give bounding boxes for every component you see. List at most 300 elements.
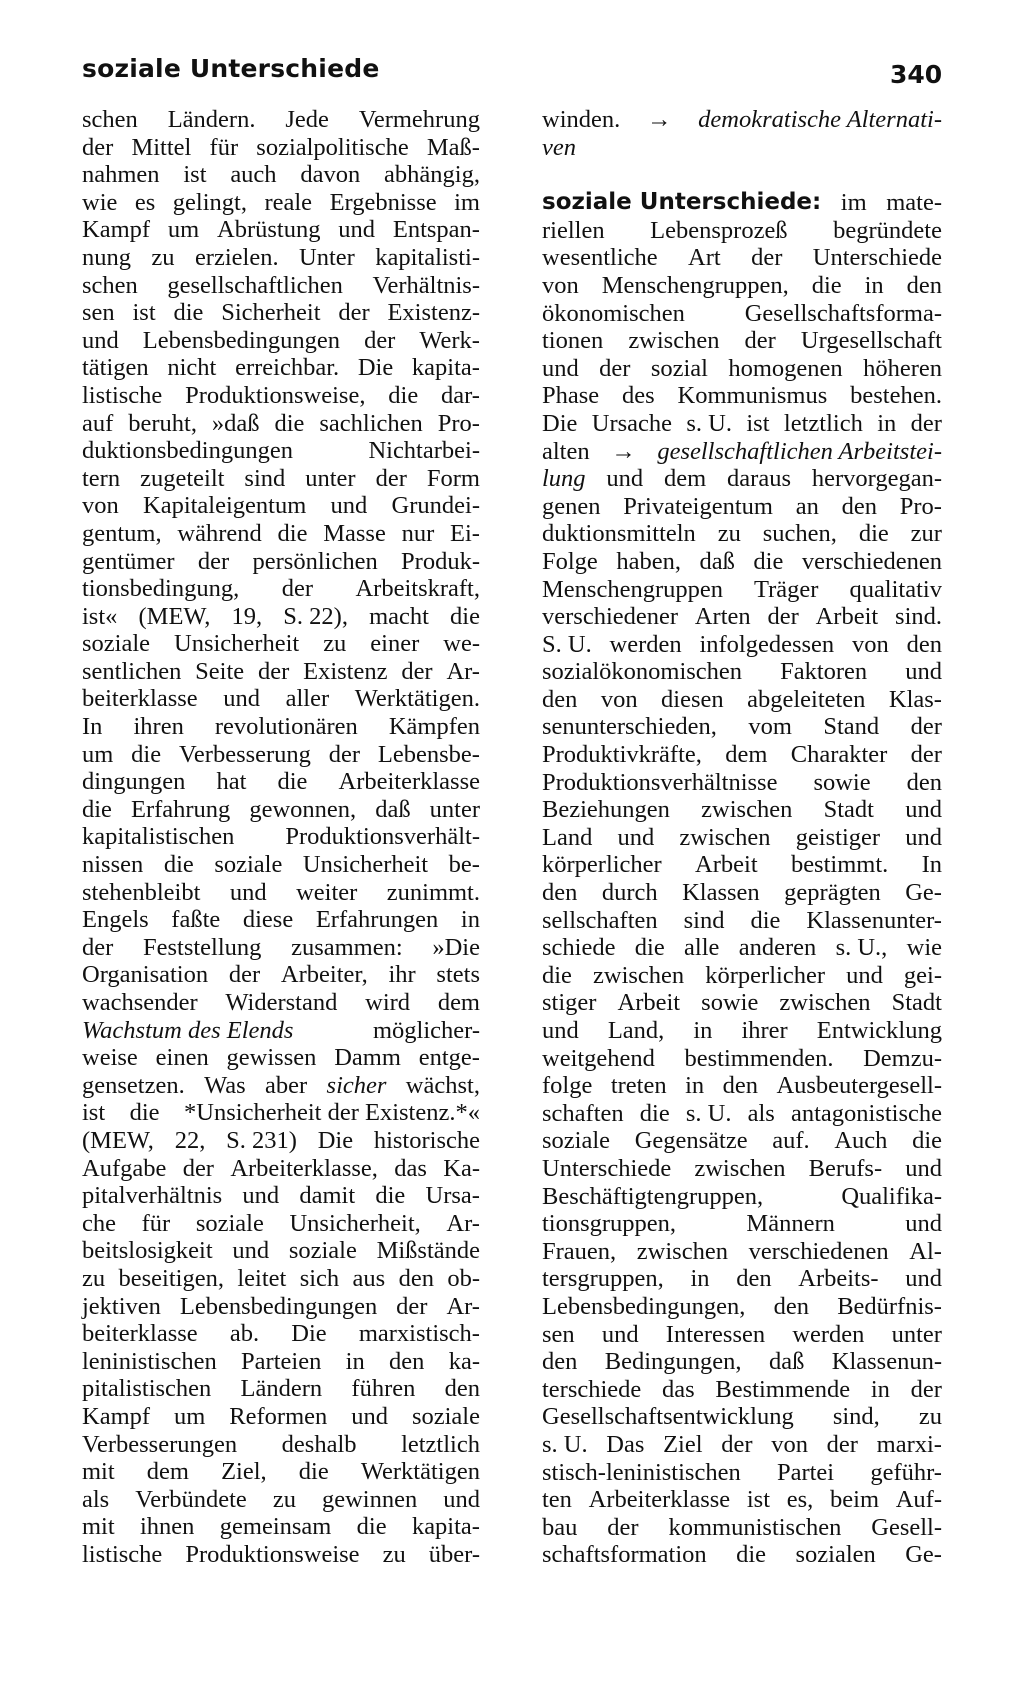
word: Kampf (82, 1402, 151, 1430)
word: → (611, 437, 636, 465)
word: die (298, 1458, 329, 1486)
word: daraus (727, 465, 791, 493)
word: → (646, 106, 672, 133)
word: Folge (542, 547, 598, 575)
word: s. U. (686, 409, 732, 437)
word: beitslosigkeit (82, 1237, 213, 1265)
word: in (864, 271, 884, 299)
word: duktionsmitteln (542, 520, 696, 548)
text-line (82, 685, 480, 713)
word: Lebensbe- (377, 740, 480, 768)
text-line (82, 989, 480, 1017)
word: aller (285, 685, 330, 713)
word: Bestimmende (715, 1375, 851, 1403)
text-line (82, 1265, 480, 1293)
word: leitet (237, 1264, 287, 1292)
word: soziale (411, 1402, 480, 1430)
word: die (639, 1099, 670, 1127)
word: Wachstum des Elends (82, 1016, 294, 1044)
word: Produktionsweise, (185, 381, 366, 409)
word: zur (910, 520, 942, 548)
word: Entspan- (392, 216, 480, 244)
word: sozialpolitische (256, 133, 409, 161)
word: soziale (542, 1127, 611, 1155)
word: Kommunismus (677, 382, 828, 410)
word: »daß (211, 409, 260, 437)
word: gesellschaftlichen Arbeitstei- (657, 437, 942, 465)
word: sen (542, 1320, 575, 1348)
word: als (747, 1099, 775, 1127)
text-line (542, 1238, 942, 1266)
word: Ursache (591, 409, 673, 437)
word: Menschengruppen (542, 575, 723, 603)
word: entge- (418, 1044, 480, 1072)
word: Produktionsweise (185, 1540, 360, 1568)
text-line (82, 1541, 480, 1569)
word: Unsicherheit (174, 630, 300, 658)
word: stiger (542, 989, 597, 1017)
word: Unsicherheit, (289, 1209, 421, 1237)
word: ihr (388, 961, 416, 989)
text-line (82, 1017, 480, 1045)
word: und (443, 1485, 480, 1513)
word: um (82, 740, 114, 768)
word: Lebensprozeß (650, 216, 788, 244)
word: ist« (82, 602, 118, 630)
text-line (82, 1182, 480, 1210)
text-line (82, 1375, 480, 1403)
word: S. 231) (226, 1126, 297, 1154)
word: gei- (903, 961, 942, 989)
word: hervorgegan- (811, 465, 942, 493)
word: riellen (542, 216, 605, 244)
word: Ergebnisse (329, 188, 437, 216)
text-line (82, 851, 480, 879)
text-line (542, 520, 942, 548)
word: nung (82, 243, 131, 271)
text-line (82, 382, 480, 410)
word: abhängig, (384, 161, 480, 189)
text-line (82, 796, 480, 824)
word: der (401, 657, 433, 685)
word: der (751, 244, 783, 272)
word: Vermehrung (358, 106, 480, 133)
word: Verbesserungen (82, 1430, 238, 1458)
word: der (338, 299, 370, 327)
word: sozialökonomischen (542, 658, 743, 686)
word: historische (373, 1126, 480, 1154)
word: zunimmt. (386, 878, 480, 906)
word: Klas- (888, 685, 942, 713)
word: in (870, 1375, 890, 1403)
word: Ar- (446, 657, 480, 685)
word: bestimmt. (790, 851, 889, 879)
word: Unterschiede (812, 244, 942, 272)
word: revolutionären (214, 713, 358, 741)
word: sich (299, 1264, 340, 1292)
word: Arbeiter, (280, 961, 368, 989)
word: geprägten (784, 879, 881, 907)
text-line (542, 769, 942, 797)
word: daß (768, 1348, 805, 1376)
word: und (905, 796, 942, 824)
word: Das (606, 1430, 645, 1458)
word: mit (82, 1458, 115, 1486)
word: Ausbeutergesell- (776, 1072, 942, 1100)
word: mate- (886, 189, 942, 217)
word: zwischen (694, 1154, 786, 1182)
text-line (542, 824, 942, 852)
word: Nichtarbei- (368, 437, 480, 465)
text-line (82, 1431, 480, 1459)
word: Arten (694, 603, 751, 631)
running-head: soziale Unterschiede (82, 54, 380, 83)
word: Gegensätze (634, 1127, 748, 1155)
word: Arbeiterklasse (588, 1486, 731, 1514)
text-line (82, 1458, 480, 1486)
word: Maß- (426, 133, 480, 161)
text-line (542, 134, 942, 162)
word: von (771, 1430, 808, 1458)
text-line (542, 879, 942, 907)
word: Stand (823, 713, 880, 741)
word: und (606, 465, 644, 493)
text-line (82, 437, 480, 465)
word: durch (601, 879, 658, 907)
word: die (131, 740, 162, 768)
word: Männern (746, 1210, 835, 1238)
word: Ge- (905, 1541, 942, 1569)
word: geführ- (870, 1458, 942, 1486)
word: der (721, 1430, 753, 1458)
word: tätigen (82, 354, 149, 382)
word: S. 22), (283, 602, 348, 630)
word: soziale (288, 1237, 357, 1265)
word: daß (699, 547, 735, 575)
word: macht (369, 602, 429, 630)
word: den (906, 768, 942, 796)
word: für (209, 133, 239, 161)
word: beiterklasse (82, 685, 198, 713)
word: Damm (334, 1044, 401, 1072)
word: der (82, 933, 114, 961)
text-line (542, 1100, 942, 1128)
word: erzielen. (194, 243, 279, 271)
word: faßte (171, 906, 221, 934)
text-line (542, 1348, 942, 1376)
word: von (852, 630, 889, 658)
word: körperlicher (542, 851, 662, 879)
text-line (82, 1293, 480, 1321)
word: ka- (448, 1347, 480, 1375)
text-line (542, 603, 942, 631)
word: davon (300, 161, 361, 189)
word: Menschengruppen, (601, 271, 789, 299)
word: in (693, 1017, 713, 1044)
word: treten (610, 1072, 667, 1100)
word: Widerstand (225, 989, 338, 1016)
word: qualitativ (849, 575, 942, 603)
word: einer (370, 630, 420, 658)
word: persönlichen (252, 547, 378, 575)
word: Die (317, 1126, 354, 1154)
word: wie (82, 188, 118, 216)
word: soziale (195, 1209, 264, 1237)
word: aber (265, 1071, 308, 1099)
word: soziale (82, 630, 151, 658)
word: S. U. (542, 630, 592, 658)
word: der (744, 327, 776, 355)
word: genen (542, 492, 601, 520)
word: Arbeit (695, 851, 758, 879)
word: und (601, 1320, 639, 1348)
text-line (82, 1210, 480, 1238)
word: und (223, 685, 260, 713)
word: wird (365, 989, 411, 1016)
word: ist (132, 299, 156, 327)
word: die (277, 519, 308, 547)
text-line (542, 1127, 942, 1155)
word: die (634, 934, 665, 962)
word: Entwicklung (816, 1017, 942, 1044)
word: von (82, 492, 119, 520)
word: unter (891, 1320, 942, 1348)
word: der (375, 464, 407, 492)
word: wachsender (82, 989, 198, 1016)
word: Engels (82, 906, 149, 934)
word: Existenz- (387, 299, 480, 327)
text-line (542, 1403, 942, 1431)
word: ökonomischen (542, 299, 685, 327)
word: nicht (167, 354, 217, 382)
text-line (542, 382, 942, 410)
text-line (82, 410, 480, 438)
word: der (281, 575, 313, 603)
word: der (197, 547, 230, 575)
word: gemeinsam (219, 1513, 332, 1541)
word: Werktätigen (360, 1458, 480, 1486)
word: Produktionsverhält- (285, 823, 480, 851)
word: sind (244, 464, 286, 492)
word: Bedingungen, (604, 1348, 742, 1376)
word: an (795, 492, 819, 520)
word: abgeleiteten (747, 685, 866, 713)
word: Phase (542, 382, 600, 410)
word: der (826, 1430, 858, 1458)
word: gewinnen (321, 1485, 418, 1513)
word: beruht, (128, 409, 197, 437)
word: und (351, 1402, 388, 1430)
word: die (450, 602, 480, 630)
word: Verbesserung (178, 740, 311, 768)
text-line (542, 631, 942, 659)
word: sentlichen (82, 657, 182, 685)
word: unter (429, 795, 480, 823)
word: als (82, 1485, 110, 1513)
word: der (396, 1292, 428, 1320)
text-line (542, 989, 942, 1017)
text-line (82, 1320, 480, 1348)
word: werden (792, 1320, 865, 1348)
word: sachlichen (319, 409, 423, 437)
text-line (542, 934, 942, 962)
text-line (82, 1044, 480, 1072)
word: der (910, 741, 942, 769)
word: und (846, 961, 883, 989)
word: Ka- (443, 1154, 480, 1182)
word: auch (230, 161, 277, 189)
word: die (736, 1541, 767, 1569)
word: Was (204, 1071, 246, 1099)
word: ist (183, 161, 207, 189)
word: um (174, 1402, 206, 1430)
word: zu (151, 243, 175, 271)
word: Die (542, 409, 578, 437)
word: Interessen (665, 1320, 766, 1348)
word: die (375, 1182, 406, 1210)
word: auf. (772, 1127, 810, 1155)
continued-paragraph (542, 106, 942, 161)
word: Mißstände (376, 1237, 480, 1265)
text-line (82, 1403, 480, 1431)
word: Beschäftigtengruppen, (542, 1182, 764, 1210)
text-line (82, 1237, 480, 1265)
word: der (599, 354, 631, 382)
word: wie (906, 934, 942, 962)
word: Lebensbedingungen, (542, 1292, 746, 1320)
text-line (542, 1431, 942, 1459)
word: zu (82, 1264, 106, 1292)
word: Erfahrung (130, 795, 231, 823)
word: folge (542, 1072, 593, 1100)
text-line (542, 300, 942, 328)
word: we- (443, 630, 480, 658)
word: Werk- (419, 326, 480, 354)
word: im (840, 189, 867, 217)
word: die (912, 1127, 942, 1155)
word: tersgruppen, (542, 1265, 664, 1293)
text-line (82, 520, 480, 548)
text-line (82, 106, 480, 134)
word: sozialen (795, 1541, 876, 1569)
text-line (542, 741, 942, 769)
word: Ei- (450, 519, 480, 547)
word: und (338, 216, 376, 244)
text-column-right (542, 106, 942, 1569)
page-number: 340 (890, 60, 943, 89)
word: senunterschieden, (542, 713, 717, 741)
word: dem (146, 1458, 189, 1486)
text-line (82, 575, 480, 603)
word: die (129, 1099, 160, 1127)
text-line (542, 189, 942, 217)
word: und (905, 1154, 942, 1182)
word: bestehen. (850, 382, 942, 410)
word: Land (542, 823, 593, 851)
word: Beziehungen (542, 796, 670, 824)
word: Ar- (446, 1292, 480, 1320)
word: stisch-leninistischen (542, 1458, 741, 1486)
word: zwischen (779, 989, 871, 1017)
word: Stadt (891, 989, 942, 1017)
text-line (82, 741, 480, 769)
word: es (134, 188, 156, 216)
word: verschiedener (542, 603, 679, 631)
word: schen (82, 271, 138, 299)
word: schiede (542, 934, 616, 962)
text-line (542, 106, 942, 134)
word: Demzu- (863, 1044, 942, 1072)
text-line (542, 465, 942, 493)
word: den (389, 1347, 425, 1375)
word: Arbeit (617, 989, 681, 1017)
word: zugeteilt (140, 464, 225, 492)
word: den (736, 1265, 772, 1293)
word: Gesellschaftsforma- (744, 299, 942, 327)
text-line (82, 1486, 480, 1514)
word: mit (82, 1513, 115, 1541)
word: be- (448, 851, 480, 879)
word: erreichbar. (235, 354, 340, 382)
word: sowie (813, 768, 871, 796)
word: zwischen (701, 796, 793, 824)
word: daß (375, 795, 411, 823)
word: 19, (231, 602, 263, 630)
word: 22, (174, 1126, 206, 1154)
text-line (542, 1183, 942, 1211)
word: stets (436, 961, 480, 989)
word: dem (437, 989, 480, 1016)
word: und (542, 354, 579, 382)
text-line (82, 1099, 480, 1127)
text-line (82, 1348, 480, 1376)
word: alle (684, 934, 720, 962)
text-line (542, 244, 942, 272)
word: zu (717, 520, 741, 548)
text-line (82, 961, 480, 989)
word: Land, (607, 1017, 665, 1044)
word: ihrer (741, 1017, 788, 1044)
text-line (542, 217, 942, 245)
word: schen (82, 106, 138, 133)
word: von (542, 271, 579, 299)
text-line (542, 272, 942, 300)
word: nahmen (82, 161, 160, 189)
text-line (542, 1376, 942, 1404)
word: Arbeiterklasse (338, 768, 480, 796)
word: Aufgabe (82, 1154, 167, 1182)
word: dem (725, 741, 768, 769)
word: In (921, 851, 942, 879)
word: die (274, 409, 305, 437)
word: Pro- (899, 492, 942, 520)
text-line (82, 327, 480, 355)
word: Pro- (437, 409, 480, 437)
word: Klassenun- (831, 1348, 942, 1376)
word: die (750, 906, 781, 934)
word: Die (357, 354, 394, 382)
text-line (82, 906, 480, 934)
word: che (82, 1209, 116, 1237)
word: den (542, 685, 578, 713)
word: der (82, 133, 114, 161)
text-line (542, 1017, 942, 1045)
word: den (773, 1292, 809, 1320)
text-line (542, 1541, 942, 1569)
word: demokratische Alternati- (698, 106, 942, 133)
word: »Die (432, 933, 480, 961)
word: Organisation (82, 961, 209, 989)
